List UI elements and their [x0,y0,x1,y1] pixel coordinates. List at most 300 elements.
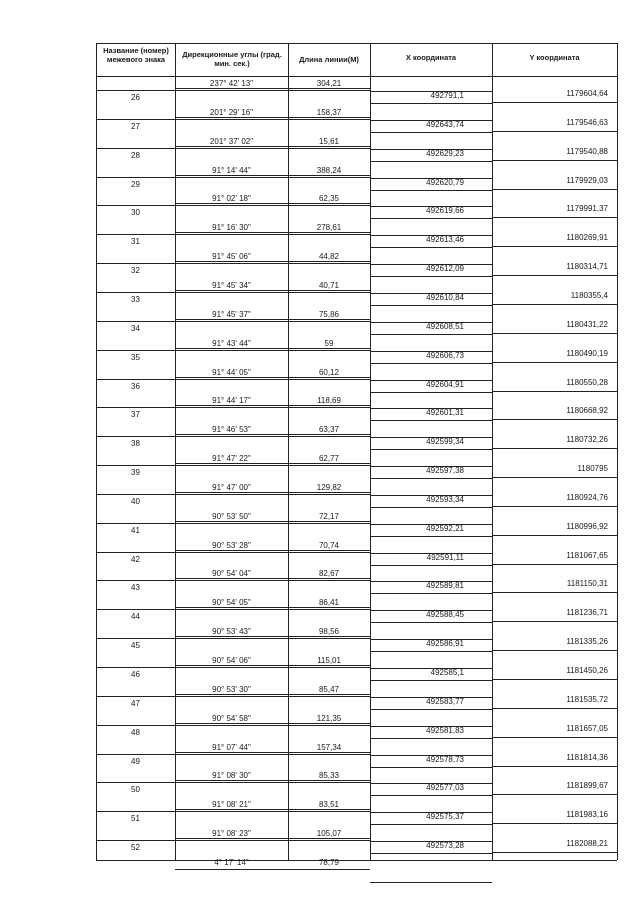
line-length: 158,37 [316,107,342,117]
direction-angle: 91° 45' 34" [212,280,251,290]
row-divider [370,190,492,191]
direction-angle: 91° 02' 18" [212,194,251,204]
direction-angle: 91° 14' 44" [212,165,251,175]
row-divider [175,550,370,551]
direction-angle: 237° 42' 13" [209,79,254,88]
y-coordinate: 1182088,21 [566,839,608,849]
row-divider [96,205,175,206]
row-divider [370,264,492,265]
row-divider [370,420,492,421]
boundary-mark-number: 29 [131,179,140,189]
row-divider [492,650,617,651]
line-length: 278,61 [316,223,342,233]
row-divider [370,565,492,566]
row-divider [96,494,175,495]
row-divider [175,117,370,118]
row-divider [370,206,492,207]
row-divider [492,275,617,276]
x-coordinate: 492592,21 [426,523,464,533]
y-coordinate: 1180924,76 [566,492,608,502]
direction-angle: 4° 17' 14" [214,857,249,867]
row-divider [96,580,175,581]
row-divider [370,495,492,496]
line-length: 44,82 [318,252,340,262]
row-divider [175,177,370,178]
row-divider [492,304,617,305]
boundary-mark-number: 34 [131,323,140,333]
row-divider [370,276,492,277]
boundary-mark-number: 52 [131,843,140,853]
row-divider [370,610,492,611]
boundary-mark-number: 39 [131,468,140,478]
row-divider [492,131,617,132]
line-length: 62,35 [318,194,340,204]
row-divider [370,91,492,92]
row-divider [96,840,175,841]
y-coordinate: 1180550,28 [566,377,608,387]
row-divider [370,755,492,756]
line-length: 121,35 [316,713,342,723]
row-divider [370,103,492,104]
x-coordinate: 492589,81 [426,581,464,591]
row-divider [96,523,175,524]
row-divider [96,667,175,668]
direction-angle: 90° 54' 58" [212,713,251,723]
row-divider [370,536,492,537]
row-divider [96,379,175,380]
row-divider [96,811,175,812]
row-divider [175,234,370,235]
y-coordinate: 1180732,26 [566,435,608,445]
boundary-mark-number: 41 [131,525,140,535]
row-divider [370,247,492,248]
x-coordinate: 492573,28 [426,841,464,851]
row-divider [370,380,492,381]
row-divider [175,88,370,89]
boundary-mark-number: 27 [131,121,140,131]
row-divider [370,322,492,323]
row-divider [175,667,370,668]
row-divider [370,882,492,883]
y-coordinate: 1179929,03 [566,175,608,185]
row-divider [492,564,617,565]
row-divider [370,507,492,508]
direction-angle: 91° 08' 21" [212,800,251,810]
row-divider [175,319,370,320]
row-divider [175,838,370,839]
line-length: 59 [324,338,334,348]
direction-angle: 91° 44' 05" [212,367,251,377]
direction-angle: 91° 45' 06" [212,252,251,262]
direction-angle: 91° 16' 30" [212,223,251,233]
row-divider [370,726,492,727]
line-length: 72,17 [318,511,340,521]
row-divider [492,506,617,507]
y-coordinate: 1180314,71 [566,262,608,272]
y-coordinate: 1180431,22 [566,319,608,329]
boundary-mark-number: 49 [131,756,140,766]
header-angles: Дирекционные углы (град. мин. сек.) [182,50,282,68]
line-length: 118,69 [317,396,341,406]
boundary-mark-number: 31 [131,237,140,247]
row-divider [175,694,370,695]
row-divider [492,592,617,593]
row-divider [175,321,370,322]
y-coordinate: 1180668,92 [566,406,608,416]
boundary-mark-number: 44 [131,612,140,622]
row-divider [492,362,617,363]
line-length: 15,61 [318,136,340,146]
boundary-mark-number: 43 [131,583,140,593]
row-divider [96,292,175,293]
header-y: Y координата [529,53,580,62]
row-divider [370,305,492,306]
x-coordinate: 492591,11 [426,552,464,562]
line-length: 63,37 [318,425,340,435]
row-divider [492,737,617,738]
row-divider [175,809,370,810]
x-coordinate: 492597,38 [426,466,464,476]
x-coordinate: 492599,34 [426,437,464,447]
x-coordinate: 492586,91 [426,639,464,649]
direction-angle: 91° 45' 37" [212,309,251,319]
row-divider [96,407,175,408]
row-divider [175,636,370,637]
line-length: 83,51 [318,800,340,810]
row-divider [370,668,492,669]
row-divider [370,553,492,554]
row-divider [492,621,617,622]
row-divider [370,449,492,450]
x-coordinate: 492588,45 [426,610,464,620]
x-coordinate: 492593,34 [426,494,464,504]
row-divider [492,102,617,103]
boundary-mark-number: 37 [131,410,140,420]
row-divider [175,292,370,293]
boundary-mark-number: 36 [131,381,140,391]
boundary-mark-number: 45 [131,641,140,651]
header-x: X координата [405,53,457,62]
direction-angle: 91° 07' 44" [212,742,251,752]
row-divider [175,263,370,264]
row-divider [492,391,617,392]
y-coordinate: 1181067,65 [566,550,608,560]
row-divider [492,708,617,709]
row-divider [175,203,370,204]
line-length: 82,67 [318,569,340,579]
line-length: 75,86 [318,309,340,319]
boundary-mark-number: 48 [131,727,140,737]
row-divider [175,261,370,262]
boundary-mark-number: 51 [131,814,140,824]
row-divider [175,609,370,610]
direction-angle: 91° 47' 00" [212,482,251,492]
direction-angle: 90° 54' 06" [212,656,251,665]
row-divider [370,524,492,525]
row-divider [370,235,492,236]
row-divider [370,351,492,352]
row-divider [370,680,492,681]
row-divider [175,119,370,120]
x-coordinate: 492629,23 [426,148,464,158]
row-divider [370,392,492,393]
y-coordinate: 1179546,63 [566,117,608,127]
row-divider [492,823,617,824]
row-divider [370,639,492,640]
row-divider [175,780,370,781]
direction-angle: 90° 53' 30" [212,684,251,694]
line-length: 70,74 [318,540,340,550]
line-length: 40,71 [318,280,340,290]
row-divider [175,521,370,522]
row-divider [370,466,492,467]
line-length: 105,07 [316,829,342,839]
row-divider [96,263,175,264]
row-divider [370,795,492,796]
y-coordinate: 1179991,37 [566,204,608,214]
line-length: 388,24 [316,165,342,175]
row-divider [370,437,492,438]
x-coordinate: 492608,51 [426,321,464,331]
row-divider [370,651,492,652]
line-length: 85,33 [318,771,340,781]
row-divider [175,348,370,349]
boundary-mark-number: 30 [131,208,140,218]
x-coordinate: 492613,46 [426,235,464,245]
boundary-mark-number: 40 [131,496,140,506]
y-coordinate: 1180355,4 [570,290,608,300]
y-coordinate: 1181983,16 [566,810,608,820]
boundary-mark-number: 28 [131,150,140,160]
x-coordinate: 492619,66 [426,206,464,216]
boundary-mark-number: 50 [131,785,140,795]
row-divider [96,90,175,91]
y-coordinate: 1181335,26 [566,637,608,647]
row-divider [370,218,492,219]
row-divider [492,333,617,334]
row-divider [492,448,617,449]
row-divider [175,665,370,666]
row-divider [175,146,370,147]
row-divider [370,120,492,121]
x-coordinate: 492643,74 [426,119,464,129]
y-coordinate: 1181236,71 [566,608,608,618]
row-divider [96,321,175,322]
row-divider [370,783,492,784]
y-coordinate: 1180795 [577,464,608,474]
row-divider [175,175,370,176]
row-divider [175,607,370,608]
row-divider [175,869,370,870]
row-divider [96,148,175,149]
boundary-mark-number: 38 [131,439,140,449]
boundary-mark-number: 26 [131,93,140,102]
row-divider [370,767,492,768]
boundary-mark-number: 42 [131,554,140,564]
line-length: 98,56 [318,627,340,637]
row-divider [175,523,370,524]
line-length: 115,01 [317,656,341,665]
row-divider [492,794,617,795]
row-divider [370,408,492,409]
y-coordinate: 1181150,31 [566,579,608,589]
row-divider [175,379,370,380]
row-divider [370,824,492,825]
line-length: 62,77 [318,454,340,464]
row-divider [96,234,175,235]
row-divider [175,434,370,435]
x-coordinate: 492791,1 [430,91,464,100]
line-length: 85,47 [318,684,340,694]
row-divider [175,494,370,495]
x-coordinate: 492604,91 [426,379,464,389]
row-divider [175,725,370,726]
row-divider [492,535,617,536]
row-divider [175,754,370,755]
row-divider [175,578,370,579]
direction-angle: 90° 53' 28" [212,540,251,550]
row-divider [96,754,175,755]
row-divider [370,149,492,150]
x-coordinate: 492585,1 [430,668,464,677]
boundary-mark-number: 32 [131,266,140,276]
row-divider [370,478,492,479]
row-divider [175,405,370,406]
x-coordinate: 492606,73 [426,350,464,360]
row-divider [175,290,370,291]
direction-angle: 90° 54' 04" [212,569,251,579]
boundary-coordinates-table [96,43,617,867]
row-divider [175,436,370,437]
row-divider [492,217,617,218]
line-length: 157,34 [316,742,342,752]
row-divider [175,492,370,493]
y-coordinate: 1180490,19 [566,348,608,358]
x-coordinate: 492581,83 [426,725,464,735]
row-divider [96,465,175,466]
row-divider [96,552,175,553]
direction-angle: 90° 53' 50" [212,511,251,521]
direction-angle: 91° 46' 53" [212,425,251,435]
row-divider [175,148,370,149]
boundary-mark-number: 35 [131,352,140,362]
row-divider [492,419,617,420]
row-divider [370,709,492,710]
row-divider [370,334,492,335]
row-divider [175,463,370,464]
row-divider [96,609,175,610]
row-divider [370,812,492,813]
direction-angle: 91° 47' 22" [212,454,251,464]
direction-angle: 201° 29' 16" [209,107,254,117]
direction-angle: 90° 54' 05" [212,598,251,608]
line-length: 129,82 [316,482,342,492]
row-divider [175,723,370,724]
direction-angle: 90° 53' 43" [212,627,251,637]
x-coordinate: 492610,84 [426,292,464,302]
row-divider [370,622,492,623]
row-divider [370,581,492,582]
y-coordinate: 1180996,92 [566,521,608,531]
y-coordinate: 1181450,26 [566,666,608,675]
x-coordinate: 492578,73 [426,754,464,764]
boundary-mark-number: 33 [131,294,140,304]
y-coordinate: 1181814,36 [566,752,608,762]
row-divider [175,638,370,639]
row-divider [96,177,175,178]
row-divider [370,697,492,698]
x-coordinate: 492601,31 [426,408,464,418]
row-divider [175,232,370,233]
y-coordinate: 1181657,05 [566,723,608,733]
row-divider [96,350,175,351]
y-coordinate: 1179604,64 [566,89,608,98]
row-divider [175,90,370,91]
row-divider [96,436,175,437]
row-divider [370,132,492,133]
line-length: 60,12 [318,367,340,377]
line-length: 86,41 [318,598,340,608]
boundary-mark-number: 46 [131,670,140,679]
row-divider [175,782,370,783]
direction-angle: 91° 08' 30" [212,771,251,781]
row-divider [370,161,492,162]
row-divider [370,293,492,294]
row-divider [492,852,617,853]
row-divider [492,189,617,190]
header-length: Длина линии(М) [299,55,359,64]
x-coordinate: 492620,79 [426,177,464,187]
table-border-top [96,43,617,44]
row-divider [175,407,370,408]
row-divider [370,593,492,594]
row-divider [370,178,492,179]
x-coordinate: 492575,37 [426,812,464,822]
x-coordinate: 492577,03 [426,783,464,793]
direction-angle: 91° 08' 23" [212,829,251,839]
boundary-mark-number: 47 [131,698,140,708]
y-coordinate: 1181899,67 [566,781,608,791]
row-divider [96,696,175,697]
header-bottom-rule [96,76,617,77]
row-divider [370,853,492,854]
row-divider [175,752,370,753]
row-divider [492,679,617,680]
row-divider [96,782,175,783]
row-divider [175,811,370,812]
row-divider [492,766,617,767]
y-coordinate: 1180269,91 [566,233,608,243]
row-divider [175,350,370,351]
row-divider [175,696,370,697]
row-divider [175,377,370,378]
row-divider [175,205,370,206]
table-border-bottom [96,860,617,861]
x-coordinate: 492583,77 [426,696,464,706]
row-divider [175,465,370,466]
direction-angle: 91° 43' 44" [212,338,251,348]
header-name: Название (номер) межевого знака [103,46,169,64]
y-coordinate: 1181535,72 [566,694,608,704]
table-border-right [617,43,618,860]
row-divider [96,119,175,120]
y-coordinate: 1179540,88 [566,146,608,156]
row-divider [370,738,492,739]
direction-angle: 91° 44' 17" [212,396,251,406]
row-divider [96,638,175,639]
row-divider [175,840,370,841]
direction-angle: 201° 37' 02" [209,136,254,146]
